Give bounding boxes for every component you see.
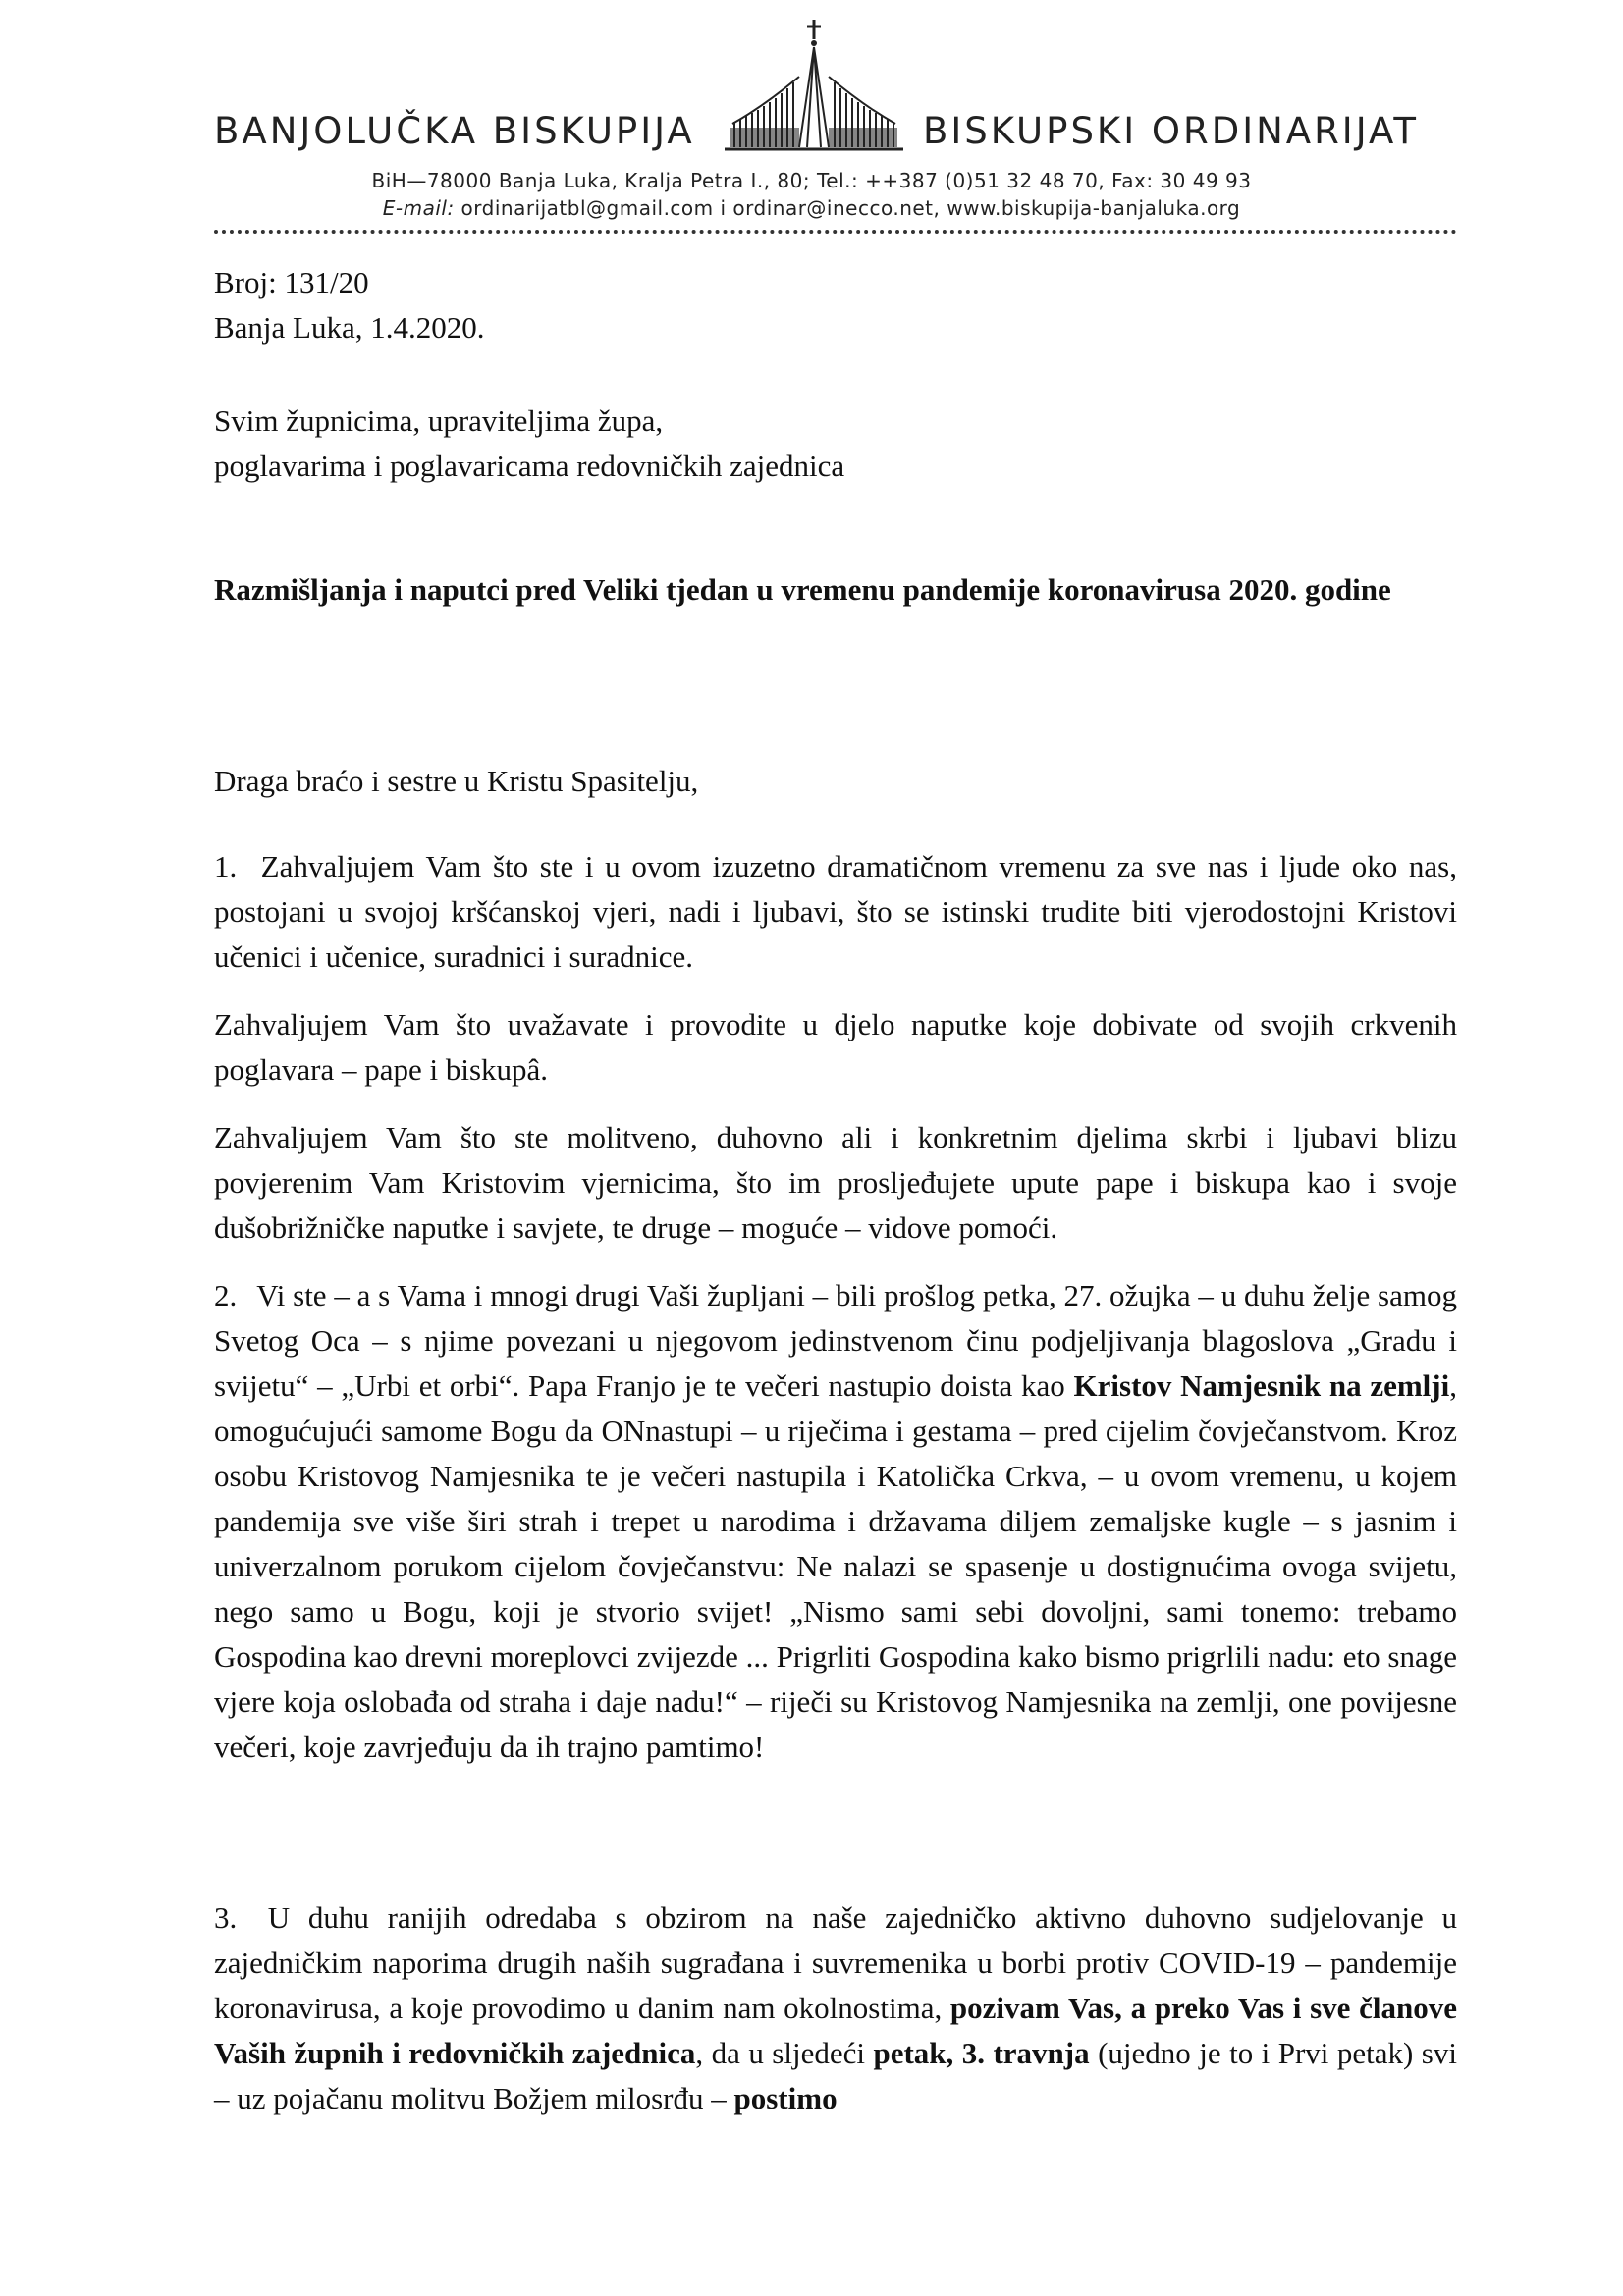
recipients-line-2: poglavarima i poglavaricama redovničkih zajednica (214, 449, 845, 483)
ordinariate-name: BISKUPSKI ORDINARIJAT (923, 110, 1420, 152)
letterhead-divider (214, 230, 1457, 234)
contact-line (0, 196, 1623, 220)
recipients (214, 399, 1457, 489)
document-number: Broj: 131/20 (214, 265, 369, 299)
paragraph-number: 3. (214, 1900, 238, 1935)
diocese-name: BANJOLUČKA BISKUPIJA (214, 110, 695, 152)
recipients-line-1: Svim župnicima, upraviteljima župa, (214, 403, 664, 438)
document-meta (214, 260, 1457, 350)
paragraph-text: U duhu ranijih odredaba s obzirom na naše zajedničko aktivno duhovno sudjelovanje u zajedničkim naporima drugih naših sugrađana i suvremenika u borbi protiv COVID-19 – pandemije koronavirusa, a koje provodimo u danim nam okolnostima, (214, 1900, 1457, 2025)
greeting: Draga braćo i sestre u Kristu Spasitelju, (214, 764, 699, 798)
letter-title: Razmišljanja i naputci pred Veliki tjedan u vremenu pandemije koronavirusa 2020. godine (214, 572, 1391, 607)
address-line: BiH—78000 Banja Luka, Kralja Petra I., 80; Tel.: ++387 (0)51 32 48 70, Fax: 30 49 93 (371, 169, 1252, 192)
paragraph-text: Zahvaljujem Vam što ste i u ovom izuzetno dramatičnom vremenu za sve nas i ljude oko nas, postojani u svojoj kršćanskoj vjeri, nadi i ljubavi, što se istinski trudite biti vjerodostojni Kristovi učenici i učenice, suradnici i suradnice. (214, 849, 1457, 974)
paragraph-text: (ujedno je to i Prvi petak) svi – uz pojačanu molitvu Božjem milosrđu – (214, 2036, 1457, 2115)
cathedral-logo-icon (705, 18, 923, 155)
paragraph-1b (214, 1002, 1457, 1093)
email-addresses: ordinarijatbl@gmail.com i ordinar@inecco.net, www.biskupija-banjaluka.org (460, 196, 1241, 220)
paragraph-1c (214, 1115, 1457, 1251)
bold-phrase: pozivam Vas, a preko Vas i sve članove Vaših župnih i redovničkih zajednica (214, 1991, 1457, 2070)
bold-phrase: postimo (733, 2081, 838, 2115)
paragraph-text: , da u sljedeći (695, 2036, 874, 2070)
email-label: E-mail: (382, 196, 455, 220)
paragraph-text: Vi ste – a s Vama i mnogi drugi Vaši župljani – bili prošlog petka, 27. ožujka – u duhu želje samog Svetog Oca – s njime povezani u njegovom jedinstvenom činu podjeljivanja blagoslova „Gradu i svijetu“ – „Urbi et orbi“. Papa Franjo je te večeri nastupio doista kao (214, 1278, 1457, 1403)
paragraph-number: 1. (214, 849, 238, 883)
paragraph-3 (214, 1896, 1457, 2121)
paragraph-text: Zahvaljujem Vam što uvažavate i provodite u djelo naputke koje dobivate od svojih crkvenih poglavara – pape i biskupâ. (214, 1007, 1457, 1087)
paragraph-text: , omogućujući samome Bogu da ONnastupi – u riječima i gestama – pred cijelim čovječanstvom. Kroz osobu Kristovog Namjesnika te je večeri nastupila i Katolička Crkva, – u ovom vremenu, u kojem pandemija sve više širi strah i trepet u narodima i državama diljem zemaljske kugle – s jasnim i univerzalnom porukom cijelom čovječanstvu: Ne nalazi se spasenje u dostignućima ovoga svijetu, nego samo u Bogu, koji je stvorio svijet! „Nismo sami sebi dovoljni, sami tonemo: trebamo Gospodina kao drevni moreplovci zvijezde ... Prigrliti Gospodina kako bismo prigrlili nadu: eto snage vjere koja oslobađa od straha i daje nadu!“ – riječi su Kristovog Namjesnika na zemlji, one povijesne večeri, koje zavrjeđuju da ih trajno pamtimo! (214, 1368, 1457, 1764)
bold-phrase: Kristov Namjesnik na zemlji (1073, 1368, 1450, 1403)
paragraph-text: Zahvaljujem Vam što ste molitveno, duhovno ali i konkretnim djelima skrbi i ljubavi blizu povjerenim Vam Kristovim vjernicima, što im prosljeđujete upute pape i biskupa kao i svoje dušobrižničke naputke i savjete, te druge – moguće – vidove pomoći. (214, 1120, 1457, 1245)
paragraph-2 (214, 1273, 1457, 1770)
bold-phrase: petak, 3. travnja (873, 2036, 1090, 2070)
place-date: Banja Luka, 1.4.2020. (214, 310, 485, 345)
paragraph-1 (214, 844, 1457, 980)
paragraph-number: 2. (214, 1278, 238, 1312)
